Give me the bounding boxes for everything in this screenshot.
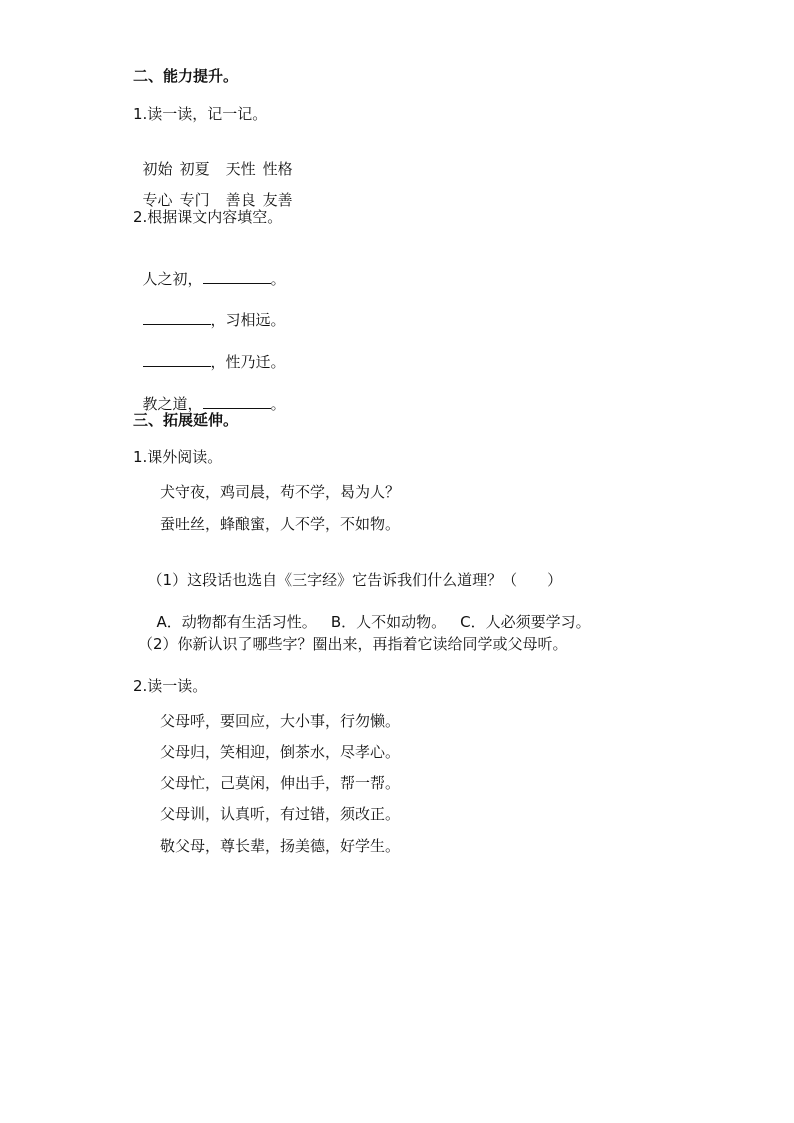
- fill-blank-item: [133, 290, 286, 330]
- section-2-q2-title: 2.根据课文内容填空。: [133, 208, 283, 226]
- poem-line: 父母呼，要回应，大小事，行勿懒。: [160, 712, 401, 730]
- sub-question-2: （2）你新认识了哪些字？圈出来，再指着它读给同学或父母听。: [138, 635, 568, 653]
- word: 专门: [179, 191, 210, 209]
- options-row: [147, 592, 605, 632]
- fill-blank-suffix: ，性乃迁。: [210, 353, 286, 371]
- fill-blank-item: [133, 332, 286, 372]
- sub-question-1-close: ）: [547, 571, 563, 589]
- option-a: A．动物都有生活习性。: [156, 613, 317, 631]
- word: 善良: [225, 191, 256, 209]
- section-3-heading: 三、拓展延伸。: [133, 411, 239, 429]
- word: 专心: [142, 191, 173, 209]
- answer-blank[interactable]: [143, 354, 211, 367]
- section-3-q2-title: 2.读一读。: [133, 677, 208, 695]
- word: 初夏: [179, 160, 210, 178]
- word: 初始: [142, 160, 173, 178]
- fill-blank-item: [133, 374, 286, 414]
- word: 友善: [262, 191, 293, 209]
- fill-blank-prefix: 人之初，: [142, 270, 203, 288]
- section-3-q1-title: 1.课外阅读。: [133, 448, 223, 466]
- option-c: C．人必须要学习。: [460, 613, 591, 631]
- poem-line: 敬父母，尊长辈，扬美德，好学生。: [160, 837, 401, 855]
- sub-question-1: [138, 550, 562, 590]
- passage-line: 蚕吐丝，蜂酿蜜，人不学，不如物。: [160, 515, 401, 533]
- fill-blank-suffix: 。: [270, 395, 286, 413]
- fill-blank-suffix: 。: [270, 270, 286, 288]
- sub-question-1-text: （1）这段话也选自《三字经》它告诉我们什么道理？（: [147, 571, 518, 589]
- answer-blank[interactable]: [143, 312, 211, 325]
- fill-blank-item: [133, 249, 286, 289]
- section-2-heading: 二、能力提升。: [133, 67, 239, 85]
- poem-line: 父母忙，己莫闲，伸出手，帮一帮。: [160, 774, 401, 792]
- fill-blank-prefix: 教之道，: [142, 395, 203, 413]
- section-2-q1-title: 1.读一读，记一记。: [133, 105, 268, 123]
- answer-blank[interactable]: [203, 396, 271, 409]
- word-row-2: [133, 170, 300, 210]
- option-b: B．人不如动物。: [330, 613, 447, 631]
- poem-line: 父母归，笑相迎，倒茶水，尽孝心。: [160, 743, 401, 761]
- word: 性格: [262, 160, 293, 178]
- passage-line: 犬守夜，鸡司晨，苟不学，曷为人？: [160, 483, 401, 501]
- word: 天性: [225, 160, 256, 178]
- answer-blank[interactable]: [203, 271, 271, 284]
- poem-line: 父母训，认真听，有过错，须改正。: [160, 805, 401, 823]
- fill-blank-suffix: ，习相远。: [210, 311, 286, 329]
